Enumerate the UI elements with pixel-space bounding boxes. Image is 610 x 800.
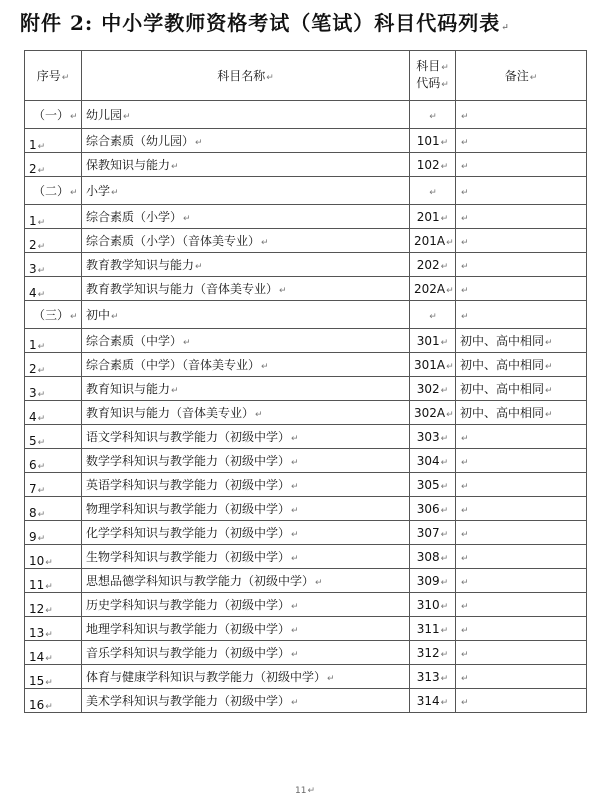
note-cell <box>456 153 587 177</box>
paragraph-mark: ↵ <box>37 142 46 152</box>
note-cell <box>456 521 587 545</box>
paragraph-mark: ↵ <box>111 188 119 198</box>
paragraph-mark: ↵ <box>461 457 469 468</box>
seq-cell: （一）↵ <box>25 101 82 129</box>
paragraph-mark: ↵ <box>123 112 131 122</box>
table-row <box>25 377 587 401</box>
paragraph-mark: ↵ <box>446 361 454 372</box>
subject-name-cell: 英语学科知识与教学能力（初级中学）↵ <box>82 473 410 497</box>
seq-cell: 8↵ <box>25 497 82 521</box>
table-row <box>25 277 587 301</box>
paragraph-mark: ↵ <box>37 366 46 376</box>
seq-cell: 12↵ <box>25 593 82 617</box>
header-note: 备注↵ <box>456 51 587 101</box>
paragraph-mark: ↵ <box>461 237 469 248</box>
seq-cell: （三）↵ <box>25 301 82 329</box>
paragraph-mark: ↵ <box>45 702 53 712</box>
paragraph-mark: ↵ <box>291 650 299 660</box>
paragraph-mark: ↵ <box>37 486 46 496</box>
header-seq: 序号↵ <box>25 51 82 101</box>
paragraph-mark: ↵ <box>45 678 53 688</box>
paragraph-mark: ↵ <box>37 242 46 252</box>
paragraph-mark: ↵ <box>440 529 449 540</box>
table-row <box>25 473 587 497</box>
table-row <box>25 229 587 253</box>
note-cell <box>456 497 587 521</box>
paragraph-mark: ↵ <box>440 601 449 612</box>
paragraph-mark: ↵ <box>70 188 78 198</box>
subject-code-cell: 308↵ <box>410 545 456 569</box>
table-row <box>25 665 587 689</box>
seq-cell: 5↵ <box>25 425 82 449</box>
paragraph-mark: ↵ <box>461 261 469 272</box>
paragraph-mark: ↵ <box>461 505 469 516</box>
subject-name-cell: 化学学科知识与教学能力（初级中学）↵ <box>82 521 410 545</box>
table-row <box>25 425 587 449</box>
table-row <box>25 205 587 229</box>
paragraph-mark: ↵ <box>461 673 469 684</box>
subject-code-cell: 301A↵ <box>410 353 456 377</box>
paragraph-mark: ↵ <box>440 337 449 348</box>
note-cell: 初中、高中相同↵ <box>456 353 587 377</box>
title-text: 附件 2: 中小学教师资格考试（笔试）科目代码列表 <box>20 11 501 35</box>
paragraph-mark: ↵ <box>461 111 469 122</box>
paragraph-mark: ↵ <box>440 481 449 492</box>
paragraph-mark: ↵ <box>37 266 46 276</box>
subject-name-cell: 地理学科知识与教学能力（初级中学）↵ <box>82 617 410 641</box>
seq-cell: 16↵ <box>25 689 82 713</box>
paragraph-mark: ↵ <box>461 649 469 660</box>
paragraph-mark: ↵ <box>37 218 46 228</box>
seq-cell: 13↵ <box>25 617 82 641</box>
paragraph-mark: ↵ <box>291 602 299 612</box>
table-row <box>25 329 587 353</box>
paragraph-mark: ↵ <box>195 138 203 148</box>
paragraph-mark: ↵ <box>255 410 263 420</box>
paragraph-mark: ↵ <box>45 654 53 664</box>
table-row <box>25 641 587 665</box>
subject-code-cell <box>410 101 456 129</box>
paragraph-mark: ↵ <box>291 530 299 540</box>
paragraph-mark: ↵ <box>461 187 469 198</box>
subject-name-cell: 教育教学知识与能力↵ <box>82 253 410 277</box>
subject-code-cell: 309↵ <box>410 569 456 593</box>
note-cell <box>456 129 587 153</box>
note-cell <box>456 101 587 129</box>
paragraph-mark: ↵ <box>37 342 46 352</box>
document-title <box>20 6 600 40</box>
paragraph-mark: ↵ <box>279 286 287 296</box>
seq-cell: 4↵ <box>25 277 82 301</box>
note-cell: 初中、高中相同↵ <box>456 329 587 353</box>
paragraph-mark: ↵ <box>501 23 510 33</box>
subject-name-cell: 生物学科知识与教学能力（初级中学）↵ <box>82 545 410 569</box>
subject-code-cell: 301↵ <box>410 329 456 353</box>
table-row <box>25 253 587 277</box>
paragraph-mark: ↵ <box>171 162 179 172</box>
table-row <box>25 521 587 545</box>
paragraph-mark: ↵ <box>429 111 437 122</box>
note-cell: 初中、高中相同↵ <box>456 377 587 401</box>
subject-code-table <box>24 50 587 713</box>
paragraph-mark: ↵ <box>291 554 299 564</box>
seq-cell: 2↵ <box>25 353 82 377</box>
seq-cell: （二）↵ <box>25 177 82 205</box>
category-row <box>25 177 587 205</box>
paragraph-mark: ↵ <box>440 261 449 272</box>
paragraph-mark: ↵ <box>446 285 454 296</box>
paragraph-mark: ↵ <box>440 137 449 148</box>
paragraph-mark: ↵ <box>45 582 53 592</box>
note-cell: 初中、高中相同↵ <box>456 401 587 425</box>
paragraph-mark: ↵ <box>291 506 299 516</box>
paragraph-mark: ↵ <box>291 482 299 492</box>
seq-cell: 11↵ <box>25 569 82 593</box>
category-row <box>25 301 587 329</box>
note-cell <box>456 665 587 689</box>
subject-code-cell: 101↵ <box>410 129 456 153</box>
paragraph-mark: ↵ <box>440 457 449 468</box>
subject-code-cell: 312↵ <box>410 641 456 665</box>
paragraph-mark: ↵ <box>461 481 469 492</box>
note-cell <box>456 617 587 641</box>
subject-name-cell: 保教知识与能力↵ <box>82 153 410 177</box>
note-cell <box>456 593 587 617</box>
paragraph-mark: ↵ <box>261 362 269 372</box>
seq-cell: 15↵ <box>25 665 82 689</box>
paragraph-mark: ↵ <box>37 414 46 424</box>
seq-cell: 3↵ <box>25 253 82 277</box>
paragraph-mark: ↵ <box>429 311 437 322</box>
note-cell <box>456 473 587 497</box>
subject-name-cell: 小学↵ <box>82 177 410 205</box>
note-cell <box>456 449 587 473</box>
subject-code-cell: 302↵ <box>410 377 456 401</box>
paragraph-mark: ↵ <box>440 649 449 660</box>
paragraph-mark: ↵ <box>45 558 53 568</box>
seq-cell: 4↵ <box>25 401 82 425</box>
subject-name-cell: 历史学科知识与教学能力（初级中学）↵ <box>82 593 410 617</box>
paragraph-mark: ↵ <box>440 433 449 444</box>
paragraph-mark: ↵ <box>315 578 323 588</box>
table-row <box>25 569 587 593</box>
subject-code-cell: 302A↵ <box>410 401 456 425</box>
paragraph-mark: ↵ <box>461 311 469 322</box>
subject-name-cell: 教育知识与能力↵ <box>82 377 410 401</box>
header-name: 科目名称↵ <box>82 51 410 101</box>
paragraph-mark: ↵ <box>440 553 449 564</box>
subject-name-cell: 语文学科知识与教学能力（初级中学）↵ <box>82 425 410 449</box>
table-row <box>25 497 587 521</box>
seq-cell: 9↵ <box>25 521 82 545</box>
subject-code-cell: 311↵ <box>410 617 456 641</box>
subject-code-cell: 314↵ <box>410 689 456 713</box>
paragraph-mark: ↵ <box>183 214 191 224</box>
paragraph-mark: ↵ <box>440 697 449 708</box>
note-cell <box>456 301 587 329</box>
paragraph-mark: ↵ <box>461 553 469 564</box>
table-row <box>25 129 587 153</box>
subject-code-cell <box>410 301 456 329</box>
paragraph-mark: ↵ <box>183 338 191 348</box>
note-cell <box>456 229 587 253</box>
subject-name-cell: 数学学科知识与教学能力（初级中学）↵ <box>82 449 410 473</box>
table-body <box>25 101 587 713</box>
table-row <box>25 353 587 377</box>
paragraph-mark: ↵ <box>545 362 553 372</box>
subject-name-cell: 幼儿园↵ <box>82 101 410 129</box>
paragraph-mark: ↵ <box>70 112 78 122</box>
subject-name-cell: 美术学科知识与教学能力（初级中学）↵ <box>82 689 410 713</box>
paragraph-mark: ↵ <box>461 577 469 588</box>
seq-cell: 1↵ <box>25 329 82 353</box>
subject-code-cell: 310↵ <box>410 593 456 617</box>
table-row <box>25 545 587 569</box>
paragraph-mark: ↵ <box>440 161 449 172</box>
paragraph-mark: ↵ <box>461 285 469 296</box>
paragraph-mark: ↵ <box>429 187 437 198</box>
paragraph-mark: ↵ <box>440 213 449 224</box>
subject-name-cell: 初中↵ <box>82 301 410 329</box>
subject-code-cell: 202↵ <box>410 253 456 277</box>
subject-name-cell: 综合素质（中学）（音体美专业）↵ <box>82 353 410 377</box>
paragraph-mark: ↵ <box>37 534 46 544</box>
table-row <box>25 689 587 713</box>
paragraph-mark: ↵ <box>291 434 299 444</box>
paragraph-mark: ↵ <box>37 390 46 400</box>
category-row <box>25 101 587 129</box>
paragraph-mark: ↵ <box>446 409 454 420</box>
header-code: 科目↵ 代码↵ <box>410 51 456 101</box>
paragraph-mark: ↵ <box>291 458 299 468</box>
paragraph-mark: ↵ <box>461 529 469 540</box>
subject-name-cell: 综合素质（中学）↵ <box>82 329 410 353</box>
seq-cell: 2↵ <box>25 229 82 253</box>
paragraph-mark: ↵ <box>461 601 469 612</box>
table-row <box>25 449 587 473</box>
subject-name-cell: 物理学科知识与教学能力（初级中学）↵ <box>82 497 410 521</box>
paragraph-mark: ↵ <box>111 312 119 322</box>
note-cell <box>456 689 587 713</box>
subject-name-cell: 音乐学科知识与教学能力（初级中学）↵ <box>82 641 410 665</box>
subject-code-cell: 305↵ <box>410 473 456 497</box>
paragraph-mark: ↵ <box>37 438 46 448</box>
seq-cell: 3↵ <box>25 377 82 401</box>
paragraph-mark: ↵ <box>37 166 46 176</box>
seq-cell: 14↵ <box>25 641 82 665</box>
paragraph-mark: ↵ <box>327 674 335 684</box>
subject-name-cell: 思想品德学科知识与教学能力（初级中学）↵ <box>82 569 410 593</box>
seq-cell: 10↵ <box>25 545 82 569</box>
paragraph-mark: ↵ <box>291 698 299 708</box>
subject-code-cell: 102↵ <box>410 153 456 177</box>
paragraph-mark: ↵ <box>440 385 449 396</box>
subject-code-cell: 201A↵ <box>410 229 456 253</box>
paragraph-mark: ↵ <box>545 410 553 420</box>
subject-name-cell: 教育知识与能力（音体美专业）↵ <box>82 401 410 425</box>
paragraph-mark: ↵ <box>261 238 269 248</box>
subject-code-cell: 202A↵ <box>410 277 456 301</box>
note-cell <box>456 253 587 277</box>
table-row <box>25 153 587 177</box>
note-cell <box>456 641 587 665</box>
paragraph-mark: ↵ <box>545 338 553 348</box>
note-cell <box>456 177 587 205</box>
table-header-row <box>25 51 587 101</box>
paragraph-mark: ↵ <box>45 606 53 616</box>
seq-cell: 1↵ <box>25 205 82 229</box>
paragraph-mark: ↵ <box>37 462 46 472</box>
subject-name-cell: 综合素质（小学）（音体美专业）↵ <box>82 229 410 253</box>
subject-name-cell: 综合素质（幼儿园）↵ <box>82 129 410 153</box>
paragraph-mark: ↵ <box>461 433 469 444</box>
subject-code-cell: 201↵ <box>410 205 456 229</box>
paragraph-mark: ↵ <box>440 673 449 684</box>
paragraph-mark: ↵ <box>440 577 449 588</box>
subject-name-cell: 体育与健康学科知识与教学能力（初级中学）↵ <box>82 665 410 689</box>
subject-code-cell <box>410 177 456 205</box>
paragraph-mark: ↵ <box>461 625 469 636</box>
table-row <box>25 401 587 425</box>
paragraph-mark: ↵ <box>37 510 46 520</box>
subject-code-cell: 306↵ <box>410 497 456 521</box>
subject-name-cell: 综合素质（小学）↵ <box>82 205 410 229</box>
subject-code-cell: 304↵ <box>410 449 456 473</box>
paragraph-mark: ↵ <box>440 625 449 636</box>
paragraph-mark: ↵ <box>446 237 454 248</box>
paragraph-mark: ↵ <box>195 262 203 272</box>
seq-cell: 1↵ <box>25 129 82 153</box>
note-cell <box>456 277 587 301</box>
note-cell <box>456 569 587 593</box>
subject-code-cell: 307↵ <box>410 521 456 545</box>
paragraph-mark: ↵ <box>461 137 469 148</box>
subject-code-cell: 303↵ <box>410 425 456 449</box>
seq-cell: 7↵ <box>25 473 82 497</box>
page-number: 11↵ <box>295 786 315 796</box>
paragraph-mark: ↵ <box>70 312 78 322</box>
seq-cell: 6↵ <box>25 449 82 473</box>
table-row <box>25 593 587 617</box>
subject-code-cell: 313↵ <box>410 665 456 689</box>
paragraph-mark: ↵ <box>545 386 553 396</box>
note-cell <box>456 545 587 569</box>
paragraph-mark: ↵ <box>461 161 469 172</box>
seq-cell: 2↵ <box>25 153 82 177</box>
note-cell <box>456 205 587 229</box>
paragraph-mark: ↵ <box>37 290 46 300</box>
paragraph-mark: ↵ <box>171 386 179 396</box>
paragraph-mark: ↵ <box>461 213 469 224</box>
note-cell <box>456 425 587 449</box>
paragraph-mark: ↵ <box>440 505 449 516</box>
paragraph-mark: ↵ <box>45 630 53 640</box>
subject-name-cell: 教育教学知识与能力（音体美专业）↵ <box>82 277 410 301</box>
paragraph-mark: ↵ <box>291 626 299 636</box>
table-row <box>25 617 587 641</box>
paragraph-mark: ↵ <box>461 697 469 708</box>
